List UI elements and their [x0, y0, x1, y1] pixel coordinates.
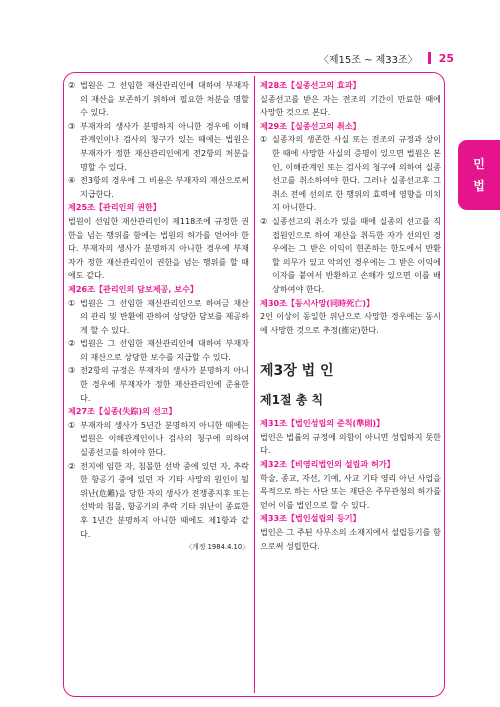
left-column: [68, 79, 249, 555]
clause-number: ②: [68, 460, 76, 471]
article-text: 실종선고를 받은 자는 전조의 기간이 만료한 때에 사망한 것으로 본다.: [260, 93, 441, 118]
amendment-note: 〈개정 1984.4.10〉: [185, 543, 249, 552]
running-header: [319, 50, 454, 66]
clause-number: ②: [68, 80, 76, 90]
clause-number: ②: [260, 215, 268, 226]
clause-text: 법원은 그 선임한 재산관리인에 대하여 부재자의 재산으로 상당한 보수를 지급할 수 있다.: [80, 338, 249, 362]
article-title: 제28조【실종선고의 효과】: [260, 80, 361, 90]
article-title: 제31조【법인성립의 준칙(準則)】: [260, 418, 385, 429]
numbered-clause: [68, 419, 249, 460]
clause-number: ①: [68, 419, 76, 430]
clause-number: ①: [68, 297, 76, 308]
article-title: 제25조【관리인의 권한】: [68, 202, 161, 213]
clause-text: 부재자의 생사가 분명하지 아니한 경우에 이해관계인이나 검사의 청구가 있는 때에는 법원은 부재자가 정한 재산관리인에게 전2항의 처분을 명할 수 있다.: [80, 120, 249, 172]
numbered-clause: [260, 133, 441, 215]
article-title: 제26조【관리인의 담보제공, 보수】: [68, 283, 198, 294]
right-column: [260, 79, 441, 553]
page-number: 25: [438, 51, 454, 65]
clause-text: 실종자의 생존한 사실 또는 전조의 규정과 상이한 때에 사망한 사실의 증명이 있으면 법원은 본인, 이해관계인 또는 검사의 청구에 의하여 실종선고를 취소하여야 한다. 그러나 실종선고후 그 취소 전에 선의로 한 행위의 효력에 영향을 미치지 아니한다.: [272, 134, 441, 213]
side-tab-char: 법: [473, 179, 485, 193]
article-text: 학술, 종교, 자선, 기예, 사교 기타 영리 아닌 사업을 목적으로 하는 사단 또는 재단은 주무관청의 허가를 얻어 이를 법인으로 할 수 있다.: [260, 472, 441, 510]
side-tab-char: 민: [473, 157, 485, 171]
clause-number: ③: [68, 365, 76, 376]
clause-number: ③: [68, 120, 76, 131]
clause-text: 법원은 그 선임한 재산관리인에 대하여 부재자의 재산을 보존하기 위하여 필요한 처분을 명할 수 있다.: [80, 80, 249, 118]
numbered-clause: [68, 79, 249, 120]
clause-text: 전3항의 경우에 그 비용은 부재자의 재산으로써 지급한다.: [80, 175, 249, 199]
clause-text: 전2항의 규정은 부재자의 생사가 분명하지 아니한 경우에 부재자가 정한 재산관리인에 준용한다.: [80, 365, 249, 403]
article-title: 제29조【실종선고의 취소】: [260, 120, 361, 131]
numbered-clause: [68, 460, 249, 542]
clause-text: 실종선고의 취소가 있을 때에 실종의 선고를 직접원인으로 하여 재산을 취득한 자가 선의인 경우에는 그 받은 이익이 현존하는 한도에서 반환할 의무가 있고 악의인 경우에는 그 받은 이익에 이자를 붙여서 반환하고 손해가 있으면 이를 배상하여야 한다.: [272, 215, 441, 294]
clause-text: 법원은 그 선임한 재산관리인으로 하여금 재산의 관리 및 반환에 관하여 상당한 담보를 제공하게 할 수 있다.: [80, 297, 249, 335]
chapter-heading: 제3장 법 인: [260, 363, 334, 380]
article-title: 제32조【비영리법인의 설립과 허가】: [260, 459, 395, 470]
article-text: 법인은 그 주된 사무소의 소재지에서 설립등기를 함으로써 성립한다.: [260, 527, 441, 551]
side-tab-civil-law: [458, 140, 500, 210]
header-bar: [428, 52, 431, 64]
clause-text: 전지에 임한 자, 침몰한 선박 중에 있던 자, 추락한 항공기 중에 있던 자 기타 사망의 원인이 될 위난(危難)을 당한 자의 생사가 전쟁종지후 또는 선박의 침몰, 항공기의 추락 기타 위난이 종료한 후 1년간 분명하지 아니한 때에도 제1항과 같다.: [80, 460, 249, 539]
article-title: 제30조【동시사망(同時死亡)】: [260, 297, 375, 308]
column-divider: [254, 76, 255, 693]
numbered-clause: [68, 297, 249, 338]
article-text: 2인 이상이 동일한 위난으로 사망한 경우에는 동시에 사망한 것으로 추정(推定)한다.: [260, 311, 441, 335]
clause-text: 부재자의 생사가 5년간 분명하지 아니한 때에는 법원은 이해관계인이나 검사의 청구에 의하여 실종선고를 하여야 한다.: [80, 419, 249, 458]
clause-number: ①: [260, 134, 268, 145]
clause-number: ④: [68, 175, 76, 186]
clause-number: ②: [68, 338, 76, 349]
article-text: 법인은 법률의 규정에 의함이 아니면 성립하지 못한다.: [260, 431, 441, 456]
numbered-clause: [68, 364, 249, 405]
article-text: 법원이 선임한 재산관리인이 제118조에 규정한 권한을 넘는 행위를 함에는 법원의 허가를 얻어야 한다. 부재자의 생사가 분명하지 아니한 경우에 부재자가 정한 재산관리인이 권한을 넘는 행위를 할 때에도 같다.: [68, 215, 249, 281]
article-title: 제27조【실종(失踪)의 선고】: [68, 406, 177, 417]
numbered-clause: [68, 174, 249, 201]
numbered-clause: [68, 337, 249, 364]
article-range: 〈제15조 ~ 제33조〉: [318, 54, 418, 66]
numbered-clause: [260, 215, 441, 297]
numbered-clause: [68, 120, 249, 174]
section-heading: 제1절 총 칙: [260, 393, 324, 408]
article-title: 제33조【법인설립의 등기】: [260, 513, 361, 524]
